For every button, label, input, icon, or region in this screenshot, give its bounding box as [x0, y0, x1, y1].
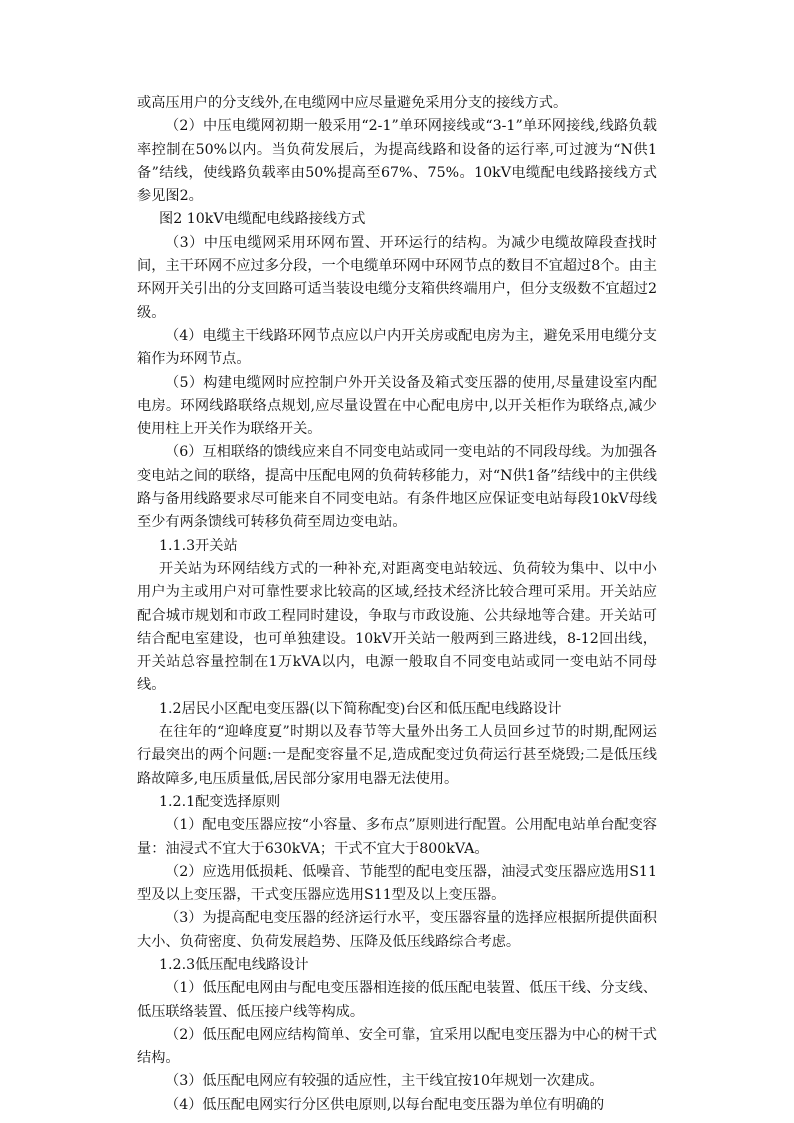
section-heading-1-2-1: 1.2.1配变选择原则	[159, 793, 281, 810]
paragraph-item-5: （5）构建电缆网时应控制户外开关设备及箱式变压器的使用,尽量建设室内配电房。环网线路联络点规划,应尽量设置在中心配电房中,以开关柜作为联络点,减少使用柱上开关作为联络开关。	[137, 374, 657, 438]
paragraph-transformer-2: （2）应选用低损耗、低噪音、节能型的配电变压器，油浸式变压器应选用S11型及以上变压器，干式变压器应选用S11型及以上变压器。	[137, 863, 657, 904]
section-heading-1-2-3: 1.2.3低压配电线路设计	[159, 956, 309, 973]
paragraph-lowvoltage-1: （1）低压配电网由与配电变压器相连接的低压配电装置、低压干线、分支线、低压联络装置、低压接户线等构成。	[137, 980, 657, 1020]
section-heading-1-1-3: 1.1.3开关站	[159, 537, 238, 554]
document-body	[137, 92, 657, 1117]
figure-caption: 图2 10kV电缆配电线路接线方式	[159, 211, 366, 228]
paragraph-item-6: （6）互相联络的馈线应来自不同变电站或同一变电站的不同段母线。为加强各变电站之间的联络，提高中压配电网的负荷转移能力，对“N供1备”结线中的主供线路与备用线路要求尽可能来自不同变电站。有条件地区应保证变电站每段10kV母线至少有两条馈线可转移负荷至周边变电站。	[137, 444, 657, 531]
paragraph-item-4: （4）电缆主干线路环网节点应以户内开关房或配电房为主，避免采用电缆分支箱作为环网节点。	[137, 327, 657, 368]
paragraph-lowvoltage-4: （4）低压配电网实行分区供电原则,以每台配电变压器为单位有明确的	[165, 1096, 605, 1113]
paragraph-peak-summer: 在往年的“迎峰度夏”时期以及春节等大量外出务工人员回乡过节的时期,配网运行最突出的两个问题:一是配变容量不足,造成配变过负荷运行甚至烧毁;二是低压线路故障多,电压质量低,居民部分家用电器无法使用。	[137, 724, 657, 787]
paragraph-continuation: 或高压用户的分支线外,在电缆网中应尽量避免采用分支的接线方式。	[137, 95, 568, 111]
paragraph-item-3: （3）中压电缆网采用环网布置、开环运行的结构。为减少电缆故障段查找时间，主干环网不应过多分段，一个电缆单环网中环网节点的数目不宜超过8个。由主环网开关引出的分支回路可适当装设电缆分支箱供终端用户，但分支级数不宜超过2级。	[137, 234, 657, 321]
paragraph-item-2: （2）中压电缆网初期一般采用“2-1”单环网接线或“3-1”单环网接线,线路负载率控制在50%以内。当负荷发展后，为提高线路和设备的运行率,可过渡为“N供1备”结线，使线路负载率由50%提高至67%、75%。10kV电缆配电线路接线方式参见图2。	[137, 118, 657, 205]
paragraph-transformer-3: （3）为提高配电变压器的经济运行水平，变压器容量的选择应根据所提供面积大小、负荷密度、负荷发展趋势、压降及低压线路综合考虑。	[137, 910, 657, 950]
paragraph-transformer-1: （1）配电变压器应按“小容量、多布点”原则进行配置。公用配电站单台配变容量：油浸式不宜大于630kVA；干式不宜大于800kVA。	[137, 817, 657, 857]
section-heading-1-2: 1.2居民小区配电变压器(以下简称配变)台区和低压配电线路设计	[159, 700, 562, 717]
paragraph-switching-station: 开关站为环网结线方式的一种补充,对距离变电站较远、负荷较为集中、以中小用户为主或用户对可靠性要求比较高的区域,经技术经济比较合理可采用。开关站应配合城市规划和市政工程同时建设，争取与市政设施、公共绿地等合建。开关站可结合配电室建设，也可单独建设。10kV开关站一般两到三路进线，8-12回出线，开关站总容量控制在1万kVA以内，电源一般取自不同变电站或同一变电站不同母线。	[137, 560, 657, 694]
paragraph-lowvoltage-3: （3）低压配电网应有较强的适应性，主干线宜按10年规划一次建成。	[165, 1073, 604, 1090]
paragraph-lowvoltage-2: （2）低压配电网应结构简单、安全可靠，宜采用以配电变压器为中心的树干式结构。	[137, 1026, 657, 1067]
